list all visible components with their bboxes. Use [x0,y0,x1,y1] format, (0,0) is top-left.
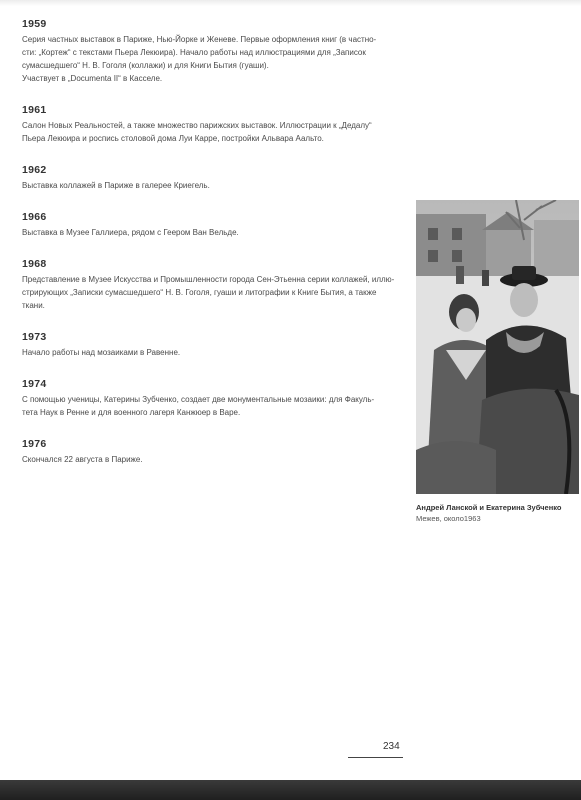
entry-text-line: Представление в Музее Искусства и Промышленности города Сен-Этьенна серии коллажей, иллю- [22,275,395,284]
entry-year: 1966 [22,211,47,223]
entry-text-line: сти: „Кортеж“ с текстами Пьера Лекюира). Начало работы над иллюстрациями для „Записок [22,48,366,57]
photo-caption [416,502,579,524]
entry-year: 1961 [22,104,47,116]
timeline-entry [22,104,412,145]
entry-text-line: Участвует в „Documenta II“ в Касселе. [22,74,163,83]
timeline-entry [22,438,412,466]
scan-bottom-edge [0,780,581,800]
timeline-entry [22,258,412,312]
entry-year: 1962 [22,164,47,176]
timeline-entry [22,164,412,192]
entry-text-line: сумасшедшего“ Н. В. Гоголя (коллажи) и для Книги Бытия (гуаши). [22,61,269,70]
timeline [22,18,412,485]
timeline-entry [22,211,412,239]
entry-year: 1974 [22,378,47,390]
caption-title: Андрей Ланской и Екатерина Зубченко [416,503,562,512]
page-number-rule [348,757,403,758]
entry-text-line: стрирующих „Записки сумасшедшего“ Н. В. Гоголя, гуаши и литографии к Книге Бытия, а также [22,288,377,297]
entry-year: 1968 [22,258,47,270]
entry-text-line: Выставка в Музее Галлиера, рядом с Геером Ван Вельде. [22,228,239,237]
entry-year: 1973 [22,331,47,343]
timeline-entry [22,18,412,85]
entry-text-line: ткани. [22,301,45,310]
entry-text-line: С помощью ученицы, Катерины Зубченко, создает две монументальные мозаики: для Факуль- [22,395,375,404]
timeline-entry [22,378,412,419]
entry-text-line: тета Наук в Ренне и для военного лагеря Канжюер в Варе. [22,408,241,417]
entry-text-line: Серия частных выставок в Париже, Нью-Йорке и Женеве. Первые оформления книг (в частно- [22,35,377,44]
entry-text-line: Начало работы над мозаиками в Равенне. [22,348,181,357]
portrait-photo [416,200,579,494]
page-edge-shade [0,0,581,6]
entry-year: 1976 [22,438,47,450]
entry-text-line: Пьера Лекюира и роспись столовой дома Луи Карре, постройки Альвара Аальто. [22,134,324,143]
page-number: 234 [383,741,400,752]
timeline-entry [22,331,412,359]
entry-text-line: Салон Новых Реальностей, а также множество парижских выставок. Иллюстрации к „Дедалу“ [22,121,372,130]
entry-year: 1959 [22,18,47,30]
entry-text-line: Скончался 22 августа в Париже. [22,455,143,464]
caption-subtitle: Межев, около1963 [416,514,481,523]
entry-text-line: Выставка коллажей в Париже в галерее Криегель. [22,181,210,190]
